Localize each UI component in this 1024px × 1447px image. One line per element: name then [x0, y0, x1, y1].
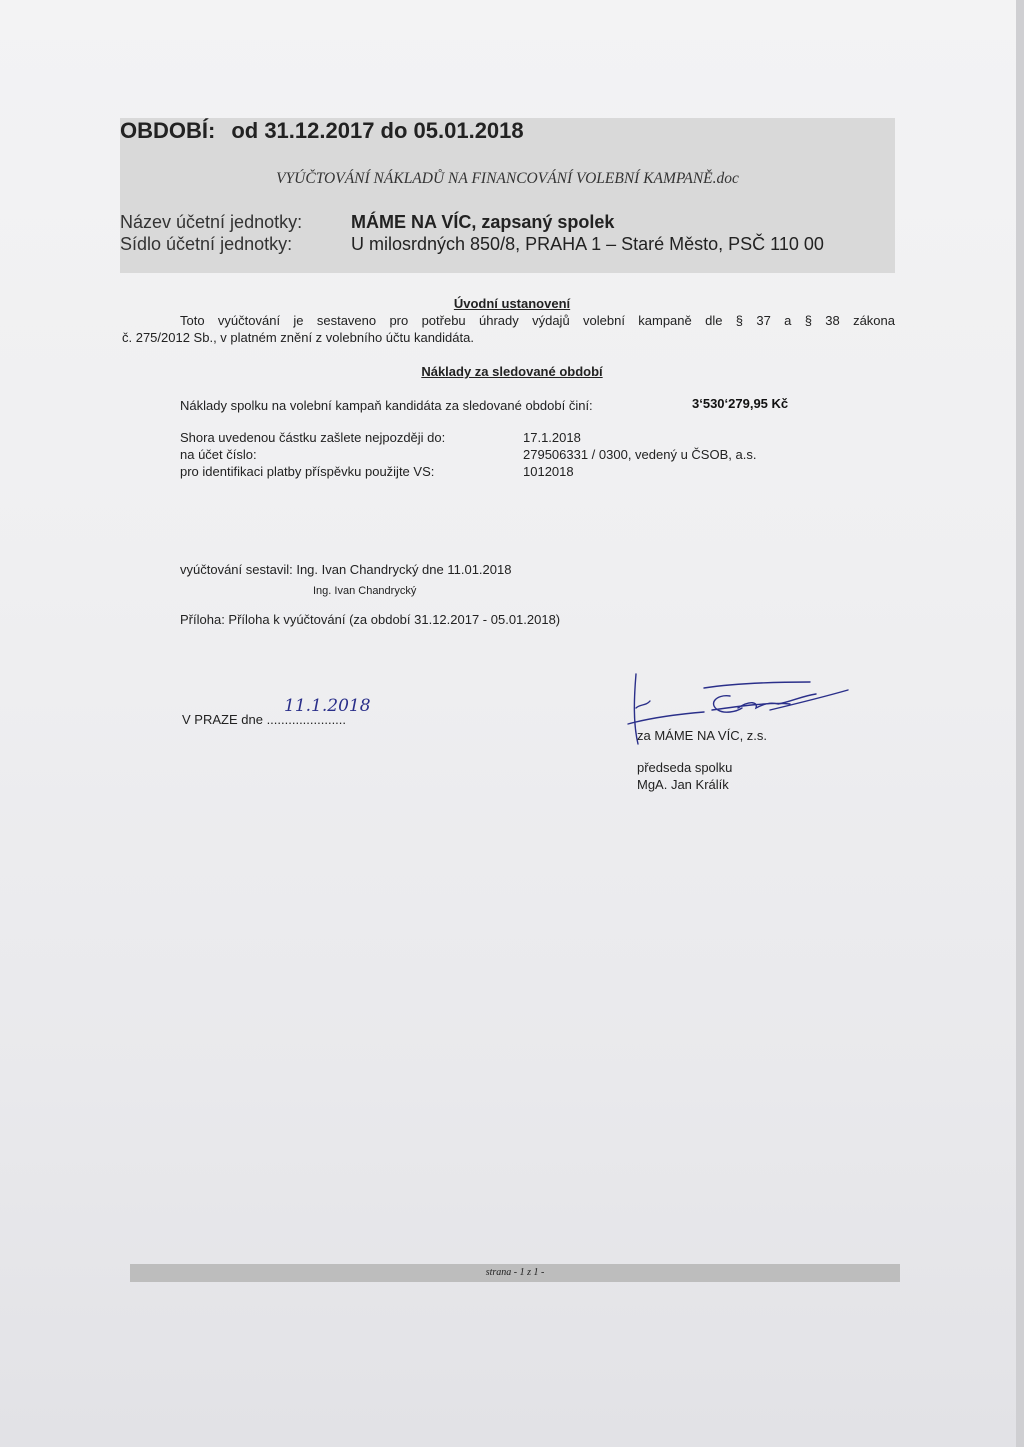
- signatory-role: předseda spolku: [637, 760, 733, 775]
- entity-name-label: Název účetní jednotky:: [120, 212, 303, 232]
- due-date-value: 17.1.2018: [523, 430, 581, 445]
- signatory-org: za MÁME NA VÍC, z.s.: [637, 728, 768, 743]
- due-date-label: Shora uvedenou částku zašlete nejpozději do:: [180, 430, 446, 445]
- total-cost-label: Náklady spolku na volební kampaň kandidáta za sledované období činí:: [180, 398, 593, 413]
- entity-seat-label: Sídlo účetní jednotky:: [120, 234, 293, 254]
- intro-paragraph: [122, 312, 895, 346]
- document-title: VYÚČTOVÁNÍ NÁKLADŮ NA FINANCOVÁNÍ VOLEBNÍ KAMPANĚ.doc: [276, 170, 739, 187]
- intro-heading: Úvodní ustanovení: [453, 296, 571, 311]
- page-edge: [1016, 0, 1024, 1447]
- compiler-name: Ing. Ivan Chandrycký: [313, 585, 417, 597]
- period-heading: [120, 118, 524, 144]
- attachment-line: Příloha: Příloha k vyúčtování (za období 31.12.2017 - 05.01.2018): [180, 612, 561, 627]
- account-label: na účet číslo:: [180, 447, 257, 462]
- period-label: OBDOBÍ:: [120, 118, 216, 143]
- compiled-by: vyúčtování sestavil: Ing. Ivan Chandrycký dne 11.01.2018: [180, 562, 512, 577]
- date-dots: ......................: [266, 712, 347, 727]
- page-number: strana - 1 z 1 -: [485, 1267, 545, 1278]
- intro-line-2: č. 275/2012 Sb., v platném znění z volebního účtu kandidáta.: [122, 330, 474, 345]
- place-label: V PRAZE dne: [182, 712, 263, 727]
- intro-line-1: Toto vyúčtování je sestaveno pro potřebu úhrady výdajů volební kampaně dle § 37 a § 38 zákona: [180, 313, 895, 328]
- entity-seat-value: U milosrdných 850/8, PRAHA 1 – Staré Město, PSČ 110 00: [351, 234, 824, 254]
- total-cost-value: 3‘530‘279,95 Kč: [692, 396, 789, 411]
- vs-value: 1012018: [523, 464, 574, 479]
- account-value: 279506331 / 0300, vedený u ČSOB, a.s.: [523, 447, 757, 462]
- vs-label: pro identifikaci platby příspěvku použijte VS:: [180, 464, 435, 479]
- entity-name-value: MÁME NA VÍC, zapsaný spolek: [351, 212, 615, 232]
- signatory-person: MgA. Jan Králík: [637, 777, 729, 792]
- period-value: od 31.12.2017 do 05.01.2018: [231, 118, 524, 143]
- handwritten-date: 11.1.2018: [284, 696, 371, 716]
- costs-heading: Náklady za sledované období: [421, 364, 603, 379]
